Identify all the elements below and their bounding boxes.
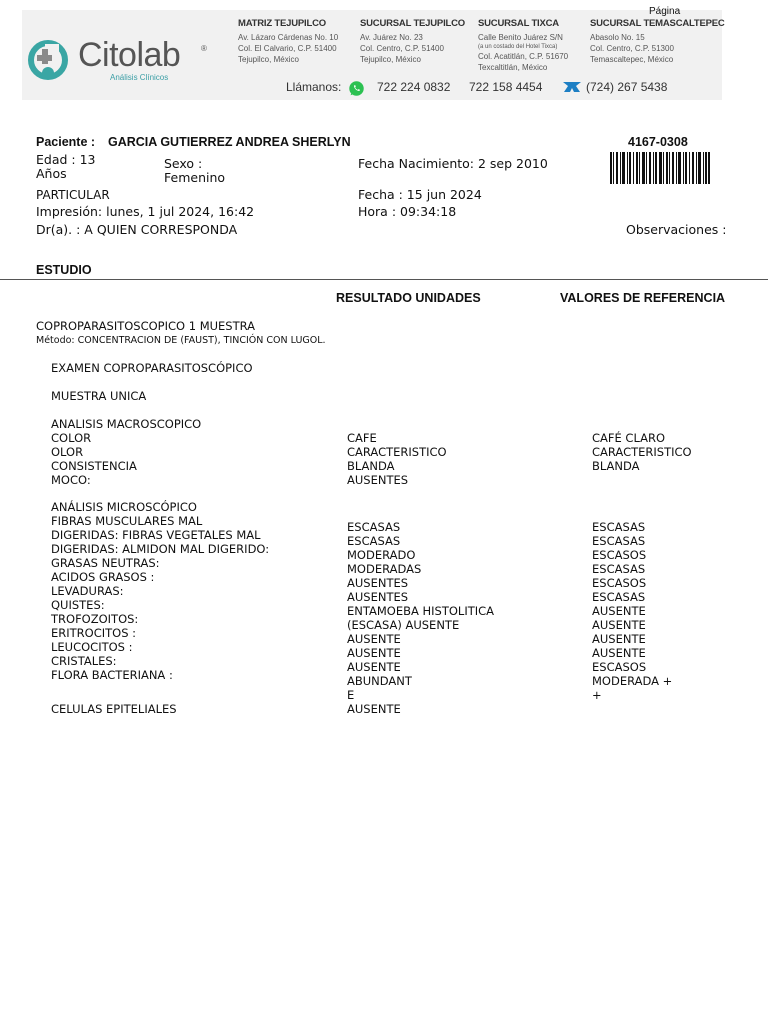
micro-reference-value: AUSENTE <box>592 618 646 632</box>
epithelial-label: CELULAS EPITELIALES <box>51 702 177 716</box>
macro-result: CARACTERISTICO <box>347 445 447 459</box>
result-column-header: RESULTADO UNIDADES <box>336 291 481 305</box>
micro-result: MODERADO <box>347 548 416 562</box>
micro-label: DIGERIDAS: ALMIDON MAL DIGERIDO: <box>51 542 270 556</box>
macro-label: OLOR <box>51 445 84 459</box>
epithelial-result: AUSENTE <box>347 702 401 716</box>
whatsapp-icon <box>348 80 365 97</box>
folio-number: 4167-0308 <box>628 135 688 149</box>
micro-result: AUSENTE <box>347 632 401 646</box>
micro-reference-value: ESCASOS <box>592 660 647 674</box>
micro-reference-value: AUSENTE <box>592 646 646 660</box>
branch-sucursal-tixca: SUCURSAL TIXCA Calle Benito Juárez S/N (a un costado del Hotel Tixca) Col. Acatitlán, C.P. 51670 Texcaltitlán, México <box>478 18 569 72</box>
micro-reference-value: ESCASAS <box>592 590 646 604</box>
macro-label: COLOR <box>51 431 92 445</box>
study-method: Método: CONCENTRACION DE (FAUST), TINCIÓN CON LUGOL. <box>36 335 326 346</box>
macro-label: CONSISTENCIA <box>51 459 137 473</box>
exam-date: Fecha : 15 jun 2024 <box>358 187 482 202</box>
birth-date: Fecha Nacimiento: 2 sep 2010 <box>358 156 548 171</box>
micro-label: ERITROCITOS : <box>51 626 137 640</box>
phone-number: 722 224 0832 <box>377 80 451 94</box>
patient-label: Paciente : <box>36 135 96 149</box>
macro-label: MOCO: <box>51 473 91 487</box>
micro-result: AUSENTE <box>347 646 401 660</box>
micro-results <box>347 520 494 702</box>
citolab-logo-icon <box>28 38 68 82</box>
phone-number: (724) 267 5438 <box>586 80 668 94</box>
micro-result: E <box>347 688 355 702</box>
branch-sucursal-tejupilco: SUCURSAL TEJUPILCO Av. Juárez No. 23 Col. Centro, C.P. 51400 Tejupilco, México <box>360 18 465 64</box>
macro-reference <box>592 431 692 473</box>
micro-reference-value: AUSENTE <box>592 632 646 646</box>
exam-time: Hora : 09:34:18 <box>358 204 457 219</box>
branch-matriz-tejupilco: MATRIZ TEJUPILCO Av. Lázaro Cárdenas No. 10 Col. El Calvario, C.P. 51400 Tejupilco, México <box>238 18 339 64</box>
print-timestamp: Impresión: lunes, 1 jul 2024, 16:42 <box>36 204 255 219</box>
sample-label: MUESTRA UNICA <box>51 389 147 403</box>
study-heading: ESTUDIO <box>36 263 92 277</box>
macro-result: CAFE <box>347 431 377 445</box>
micro-result: AUSENTE <box>347 660 401 674</box>
micro-reference-value: ESCASAS <box>592 520 646 534</box>
patient-sex: Femenino <box>164 170 226 185</box>
micro-result: ENTAMOEBA HISTOLITICA <box>347 604 495 618</box>
micro-result: ESCASAS <box>347 520 401 534</box>
micro-label: QUISTES: <box>51 598 105 612</box>
micro-result: AUSENTES <box>347 576 409 590</box>
branch-sucursal-temascaltepec: SUCURSAL TEMASCALTEPEC Abasolo No. 15 Col. Centro, C.P. 51300 Temascaltepec, México <box>590 18 725 64</box>
section-divider <box>0 279 768 280</box>
phone-number: 722 158 4454 <box>469 80 543 94</box>
micro-label: ACIDOS GRASOS : <box>51 570 155 584</box>
reference-column-header: VALORES DE REFERENCIA <box>560 291 726 305</box>
micro-labels <box>51 514 269 682</box>
micro-reference-value: ESCASAS <box>592 562 646 576</box>
exam-title: EXAMEN COPROPARASITOSCÓPICO <box>51 361 253 375</box>
micro-result: AUSENTES <box>347 590 409 604</box>
micro-label: FLORA BACTERIANA : <box>51 668 173 682</box>
macro-labels <box>51 431 137 487</box>
telephone-company-icon <box>562 80 582 94</box>
micro-result: MODERADAS <box>347 562 422 576</box>
logo-subtitle: Análisis Clínicos <box>110 73 169 82</box>
patient-age-unit: Años <box>36 166 67 181</box>
micro-reference-value: ESCASOS <box>592 576 647 590</box>
doctor-name: Dr(a). : A QUIEN CORRESPONDA <box>36 222 238 237</box>
logo-wordmark: Citolab <box>78 36 181 74</box>
study-name: COPROPARASITOSCOPICO 1 MUESTRA <box>36 319 256 333</box>
patient-age: Edad : 13 <box>36 152 96 167</box>
micro-label: GRASAS NEUTRAS: <box>51 556 160 570</box>
micro-result: ESCASAS <box>347 534 401 548</box>
macro-result: AUSENTES <box>347 473 409 487</box>
micro-label: CRISTALES: <box>51 654 117 668</box>
micro-reference <box>592 520 672 702</box>
micro-section-title: ANÁLISIS MICROSCÓPICO <box>51 500 197 514</box>
micro-label: LEUCOCITOS : <box>51 640 133 654</box>
macro-reference-value: BLANDA <box>592 459 640 473</box>
patient-type: PARTICULAR <box>36 188 110 202</box>
micro-label: FIBRAS MUSCULARES MAL <box>51 514 203 528</box>
micro-label: TROFOZOITOS: <box>51 612 139 626</box>
micro-reference-value: ESCASOS <box>592 548 647 562</box>
micro-label: LEVADURAS: <box>51 584 124 598</box>
macro-results <box>347 431 447 487</box>
call-label: Llámanos: <box>286 80 342 94</box>
patient-sex-label: Sexo : <box>164 156 203 171</box>
micro-label: DIGERIDAS: FIBRAS VEGETALES MAL <box>51 528 261 542</box>
micro-result: (ESCASA) AUSENTE <box>347 618 460 632</box>
macro-section-title: ANALISIS MACROSCOPICO <box>51 417 202 431</box>
observations-label: Observaciones : <box>626 222 727 237</box>
micro-reference-value: AUSENTE <box>592 604 646 618</box>
micro-result: ABUNDANT <box>347 674 412 688</box>
macro-reference-value: CAFÉ CLARO <box>592 431 666 445</box>
micro-reference-value: ESCASAS <box>592 534 646 548</box>
micro-reference-value: + <box>592 688 602 702</box>
barcode-image <box>610 152 710 184</box>
patient-name: GARCIA GUTIERREZ ANDREA SHERLYN <box>108 135 351 149</box>
page-label: Página <box>649 6 681 17</box>
logo-registered-mark: ® <box>201 44 207 53</box>
micro-reference-value: MODERADA + <box>592 674 673 688</box>
macro-result: BLANDA <box>347 459 395 473</box>
macro-reference-value: CARACTERISTICO <box>592 445 692 459</box>
